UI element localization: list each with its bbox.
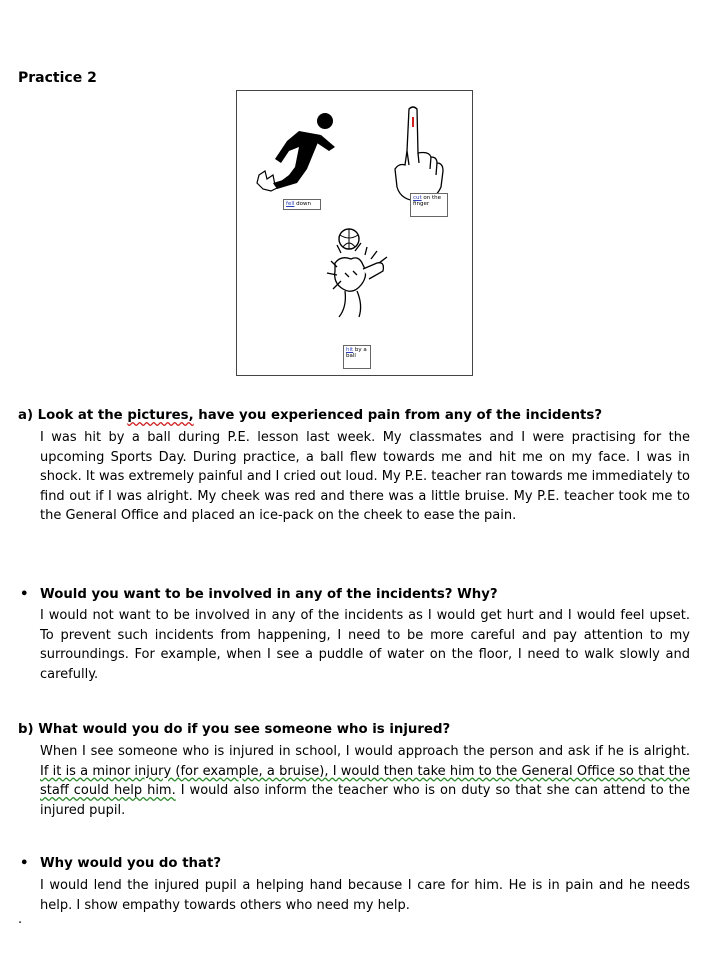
question-b: b) What would you do if you see someone who is injured? [18,722,451,737]
hit-person-icon [327,243,387,317]
bullet-icon: • [20,856,29,871]
question-bullet-1: • Would you want to be involved in any of the incidents? Why? [20,587,498,602]
question-a: a) Look at the pictures, have you experienced pain from any of the incidents? [18,408,603,423]
answer-bullet-1: I would not want to be involved in any of the incidents as I would get hurt and I would feel upset. To prevent such incidents from happening, I need to be more careful and pay attention to my surroundings. For example, when I see a puddle of water on the floor, I need to walk slowly and carefully. [40,608,690,682]
grammar-flagged-text: If it is a minor injury (for example, a bruise), I would then take him to the General Office so that the staff could help him. [40,763,690,798]
page-title: Practice 2 [18,70,97,86]
answer-a: I was hit by a ball during P.E. lesson last week. My classmates and I were practising for the upcoming Sports Day. During practice, a ball flew towards me and hit me on my face. I was in shock. It was extremely painful and I cried out loud. My P.E. teacher ran towards me immediately to find out if I was alright. My cheek was red and there was a little bruise. My P.E. teacher took me to the General Office and placed an ice-pack on the cheek to ease the pain. [40,430,690,523]
question-bullet-2: • Why would you do that? [20,856,222,871]
bullet-icon: • [20,587,29,602]
caption-cut-finger: cut on the finger [410,193,448,217]
caption-fell-down: fell down [283,199,321,210]
falling-person-icon [257,113,335,191]
stray-mark: . [18,912,23,927]
answer-b: When I see someone who is injured in school, I would approach the person and ask if he is alright. If it is a minor injury (for example, a bruise), I would then take him to the General Office so that the staff could help him. I would also inform the teacher who is on duty so that she can attend to the injured pupil. [40,744,690,818]
caption-hit-ball: hit by a ball [343,345,371,369]
illustration-panel [236,90,473,376]
ball-icon [339,229,359,249]
answer-bullet-2: I would lend the injured pupil a helping hand because I care for him. He is in pain and he needs help. I show empathy towards others who need my help. [40,878,690,913]
incidents-illustration [237,91,474,377]
cut-finger-hand-icon [395,107,443,201]
